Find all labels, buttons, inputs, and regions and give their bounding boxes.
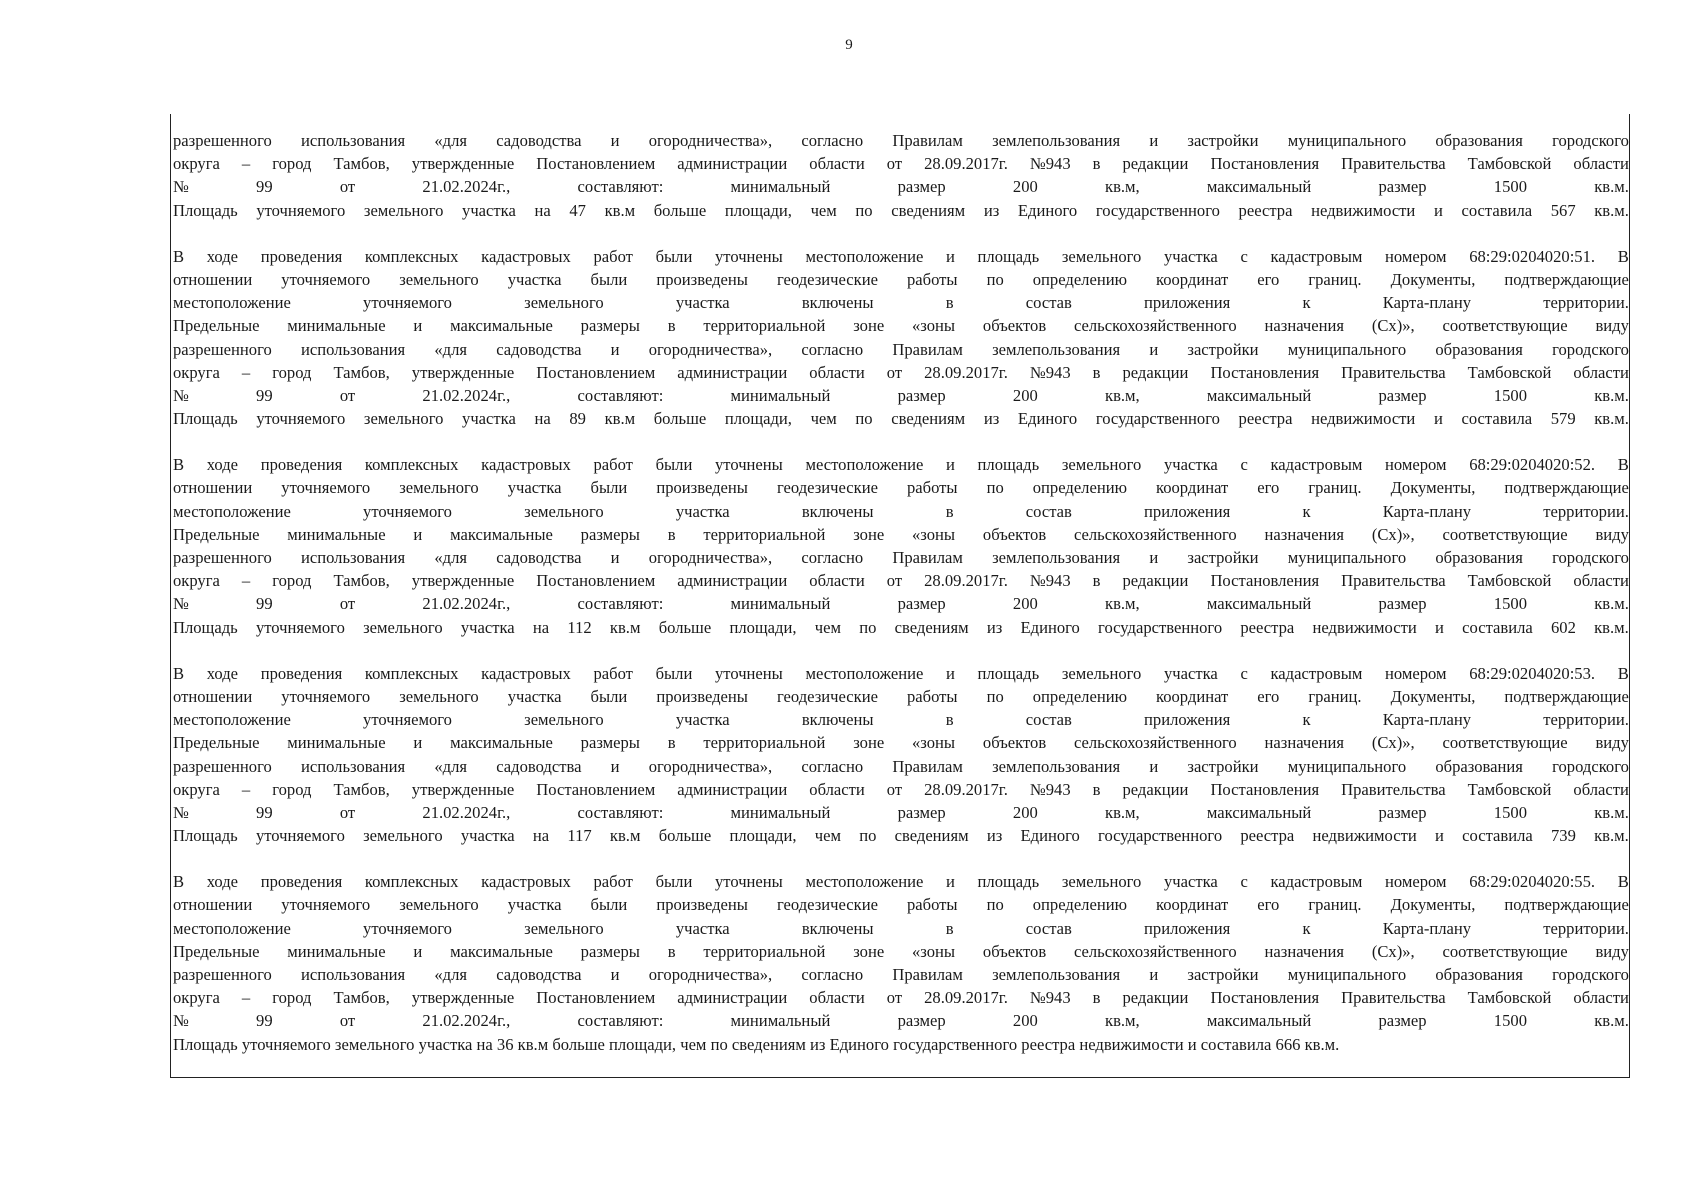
page-number: 9 bbox=[845, 37, 853, 53]
text-line: разрешенного использования «для садоводства и огородничества», согласно Правилам землепользования и застройки муниципального образования городского bbox=[173, 339, 1629, 359]
text-line: № 99 от 21.02.2024г., составляют: минимальный размер 200 кв.м, максимальный размер 1500 кв.м. bbox=[173, 1011, 1629, 1031]
text-line: округа – город Тамбов, утвержденные Постановлением администрации области от 28.09.2017г. №943 в редакции Постановления Правительства Тамбовской области bbox=[173, 988, 1629, 1008]
text-line: В ходе проведения комплексных кадастровых работ были уточнены местоположение и площадь земельного участка с кадастровым номером 68:29:0204020:55. В bbox=[173, 872, 1629, 892]
text-line: местоположение уточняемого земельного участка включены в состав приложения к Карта-плану территории. bbox=[173, 501, 1629, 521]
text-line: округа – город Тамбов, утвержденные Постановлением администрации области от 28.09.2017г. №943 в редакции Постановления Правительства Тамбовской области bbox=[173, 779, 1629, 799]
text-line: местоположение уточняемого земельного участка включены в состав приложения к Карта-плану территории. bbox=[173, 918, 1629, 938]
text-line: № 99 от 21.02.2024г., составляют: минимальный размер 200 кв.м, максимальный размер 1500 кв.м. bbox=[173, 385, 1629, 405]
text-line: В ходе проведения комплексных кадастровых работ были уточнены местоположение и площадь земельного участка с кадастровым номером 68:29:0204020:52. В bbox=[173, 455, 1629, 475]
text-line: № 99 от 21.02.2024г., составляют: минимальный размер 200 кв.м, максимальный размер 1500 кв.м. bbox=[173, 177, 1629, 197]
text-line: округа – город Тамбов, утвержденные Постановлением администрации области от 28.09.2017г. №943 в редакции Постановления Правительства Тамбовской области bbox=[173, 362, 1629, 382]
text-line: разрешенного использования «для садоводства и огородничества», согласно Правилам землепользования и застройки муниципального образования городского bbox=[173, 548, 1629, 567]
text-line: отношении уточняемого земельного участка были произведены геодезические работы по определению координат его границ. Документы, подтверждающие bbox=[173, 269, 1629, 289]
text-line: отношении уточняемого земельного участка были произведены геодезические работы по определению координат его границ. Документы, подтверждающие bbox=[173, 895, 1629, 915]
text-line: Предельные минимальные и максимальные размеры в территориальной зоне «зоны объектов сельскохозяйственного назначения (Сх)», соответствующие виду bbox=[173, 524, 1629, 544]
text-line: Предельные минимальные и максимальные размеры в территориальной зоне «зоны объектов сельскохозяйственного назначения (Сх)», соответствующие виду bbox=[173, 316, 1629, 336]
text-line: разрешенного использования «для садоводства и огородничества», согласно Правилам землепользования и застройки муниципального образования городского bbox=[173, 756, 1629, 776]
paragraph-list bbox=[173, 129, 1629, 1056]
text-line: округа – город Тамбов, утвержденные Постановлением администрации области от 28.09.2017г. №943 в редакции Постановления Правительства Тамбовской области bbox=[173, 154, 1629, 174]
paragraph bbox=[173, 662, 1629, 848]
text-line: Площадь уточняемого земельного участка на 117 кв.м больше площади, чем по сведениям из Единого государственного реестра недвижимости и составила 739 кв.м. bbox=[173, 826, 1629, 846]
paragraph bbox=[173, 870, 1629, 1056]
text-line: Площадь уточняемого земельного участка на 36 кв.м больше площади, чем по сведениям из Единого государственного реестра недвижимости и составила 666 кв.м. bbox=[173, 1034, 1340, 1054]
paragraph bbox=[173, 245, 1629, 431]
text-line: Предельные минимальные и максимальные размеры в территориальной зоне «зоны объектов сельскохозяйственного назначения (Сх)», соответствующие виду bbox=[173, 733, 1629, 753]
text-line: округа – город Тамбов, утвержденные Постановлением администрации области от 28.09.2017г. №943 в редакции Постановления Правительства Тамбовской области bbox=[173, 571, 1629, 591]
text-line: отношении уточняемого земельного участка были произведены геодезические работы по определению координат его границ. Документы, подтверждающие bbox=[173, 686, 1629, 706]
text-line: № 99 от 21.02.2024г., составляют: минимальный размер 200 кв.м, максимальный размер 1500 кв.м. bbox=[173, 594, 1629, 614]
paragraph bbox=[173, 129, 1629, 222]
text-line: отношении уточняемого земельного участка были произведены геодезические работы по определению координат его границ. Документы, подтверждающие bbox=[173, 478, 1629, 498]
text-line: местоположение уточняемого земельного участка включены в состав приложения к Карта-плану территории. bbox=[173, 293, 1629, 313]
text-line: № 99 от 21.02.2024г., составляют: минимальный размер 200 кв.м, максимальный размер 1500 кв.м. bbox=[173, 802, 1629, 822]
text-line: местоположение уточняемого земельного участка включены в состав приложения к Карта-плану территории. bbox=[173, 710, 1629, 730]
text-line: Предельные минимальные и максимальные размеры в территориальной зоне «зоны объектов сельскохозяйственного назначения (Сх)», соответствующие виду bbox=[173, 941, 1629, 961]
text-line: разрешенного использования «для садоводства и огородничества», согласно Правилам землепользования и застройки муниципального образования городского bbox=[173, 965, 1629, 984]
text-line: В ходе проведения комплексных кадастровых работ были уточнены местоположение и площадь земельного участка с кадастровым номером 68:29:0204020:51. В bbox=[173, 246, 1629, 266]
text-line: разрешенного использования «для садоводства и огородничества», согласно Правилам землепользования и застройки муниципального образования городского bbox=[173, 131, 1629, 150]
document-text-frame bbox=[170, 114, 1630, 1078]
text-line: Площадь уточняемого земельного участка на 89 кв.м больше площади, чем по сведениям из Единого государственного реестра недвижимости и составила 579 кв.м. bbox=[173, 409, 1629, 429]
text-line: Площадь уточняемого земельного участка на 47 кв.м больше площади, чем по сведениям из Единого государственного реестра недвижимости и составила 567 кв.м. bbox=[173, 200, 1629, 220]
text-line: Площадь уточняемого земельного участка на 112 кв.м больше площади, чем по сведениям из Единого государственного реестра недвижимости и составила 602 кв.м. bbox=[173, 617, 1629, 637]
text-line: В ходе проведения комплексных кадастровых работ были уточнены местоположение и площадь земельного участка с кадастровым номером 68:29:0204020:53. В bbox=[173, 663, 1629, 683]
paragraph bbox=[173, 453, 1629, 639]
